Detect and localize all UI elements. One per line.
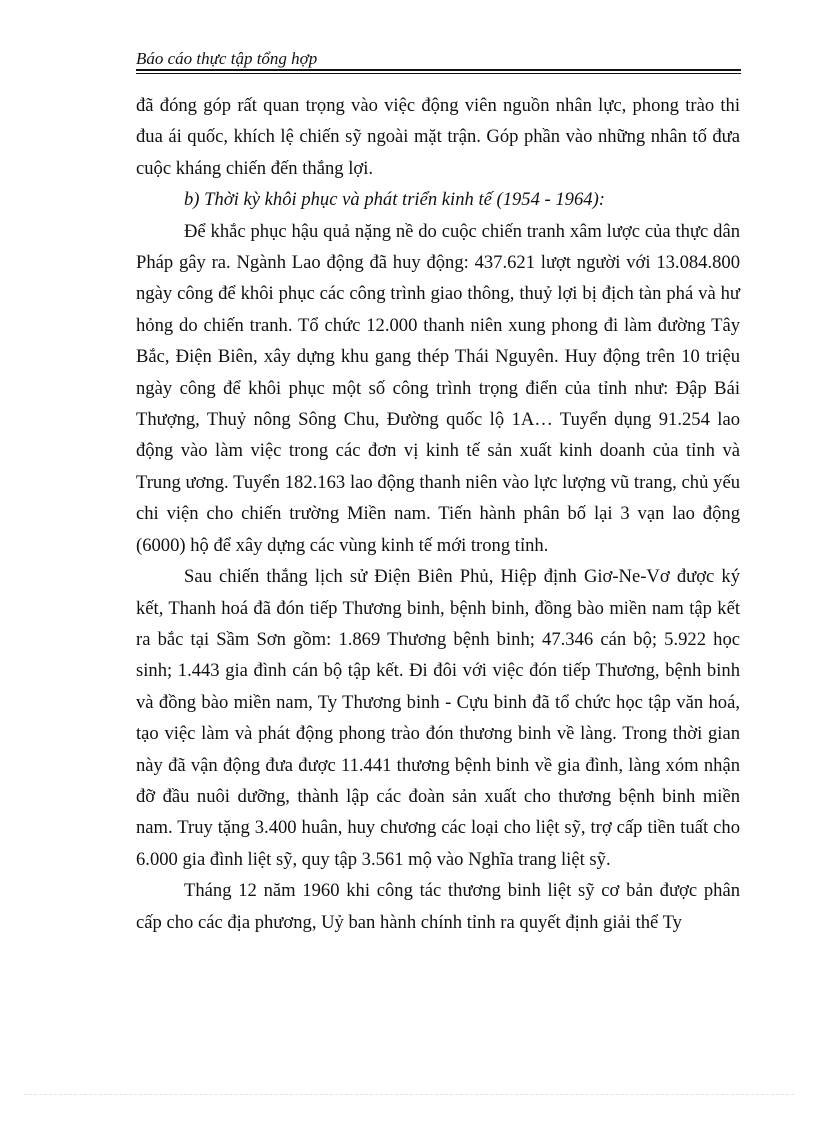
- header-title: Báo cáo thực tập tổng hợp: [136, 49, 318, 68]
- header-rule-thin: [136, 73, 741, 74]
- header-rule-thick: [136, 69, 741, 71]
- paragraph: Sau chiến thắng lịch sử Điện Biên Phủ, Hiệp định Giơ-Ne-Vơ được ký kết, Thanh hoá đã đón tiếp Thương binh, bệnh binh, đồng bào miền nam tập kết ra bắc tại Sầm Sơn gồm: 1.869 Thương bệnh binh; 47.346 cán bộ; 5.922 học sinh; 1.443 gia đình cán bộ tập kết. Đi đôi với việc đón tiếp Thương, bệnh binh và đồng bào miền nam, Ty Thương binh - Cựu binh đã tổ chức học tập văn hoá, tạo việc làm và phát động phong trào đón thương binh về làng. Trong thời gian này đã vận động đưa được 11.441 thương bệnh binh về gia đình, làng xóm nhận đỡ đầu nuôi dưỡng, thành lập các đoàn sản xuất cho thương bệnh binh miền nam. Truy tặng 3.400 huân, huy chương các loại cho liệt sỹ, trợ cấp tiền tuất cho 6.000 gia đình liệt sỹ, quy tập 3.561 mộ vào Nghĩa trang liệt sỹ.: [136, 566, 740, 870]
- paragraph-continuation: đã đóng góp rất quan trọng vào việc động viên nguồn nhân lực, phong trào thi đua ái quốc, khích lệ chiến sỹ ngoài mặt trận. Góp phần vào những nhân tố đưa cuộc kháng chiến đến thắng lợi.: [136, 95, 740, 179]
- document-body: [136, 90, 740, 938]
- section-subheading: b) Thời kỳ khôi phục và phát triển kinh tế (1954 - 1964):: [184, 189, 605, 211]
- paragraph: Để khắc phục hậu quả nặng nề do cuộc chiến tranh xâm lược của thực dân Pháp gây ra. Ngành Lao động đã huy động: 437.621 lượt người với 13.084.800 ngày công để khôi phục các công trình giao thông, thuỷ lợi bị địch tàn phá và hư hỏng do chiến tranh. Tổ chức 12.000 thanh niên xung phong đi làm đường Tây Bắc, Điện Biên, xây dựng khu gang thép Thái Nguyên. Huy động trên 10 triệu ngày công để khôi phục một số công trình trọng điển của tỉnh như: Đập Bái Thượng, Thuỷ nông Sông Chu, Đường quốc lộ 1A… Tuyển dụng 91.254 lao động vào làm việc trong các đơn vị kinh tế sản xuất kinh doanh của tỉnh và Trung ương. Tuyển 182.163 lao động thanh niên vào lực lượng vũ trang, chủ yếu chi viện cho chiến trường Miền nam. Tiến hành phân bố lại 3 vạn lao động (6000) hộ để xây dựng các vùng kinh tế mới trong tỉnh.: [136, 220, 740, 556]
- page-bottom-border: [24, 1094, 794, 1095]
- paragraph: Tháng 12 năm 1960 khi công tác thương binh liệt sỹ cơ bản được phân cấp cho các địa phương, Uỷ ban hành chính tỉnh ra quyết định giải thể Ty: [136, 880, 740, 933]
- page-header: [136, 48, 741, 70]
